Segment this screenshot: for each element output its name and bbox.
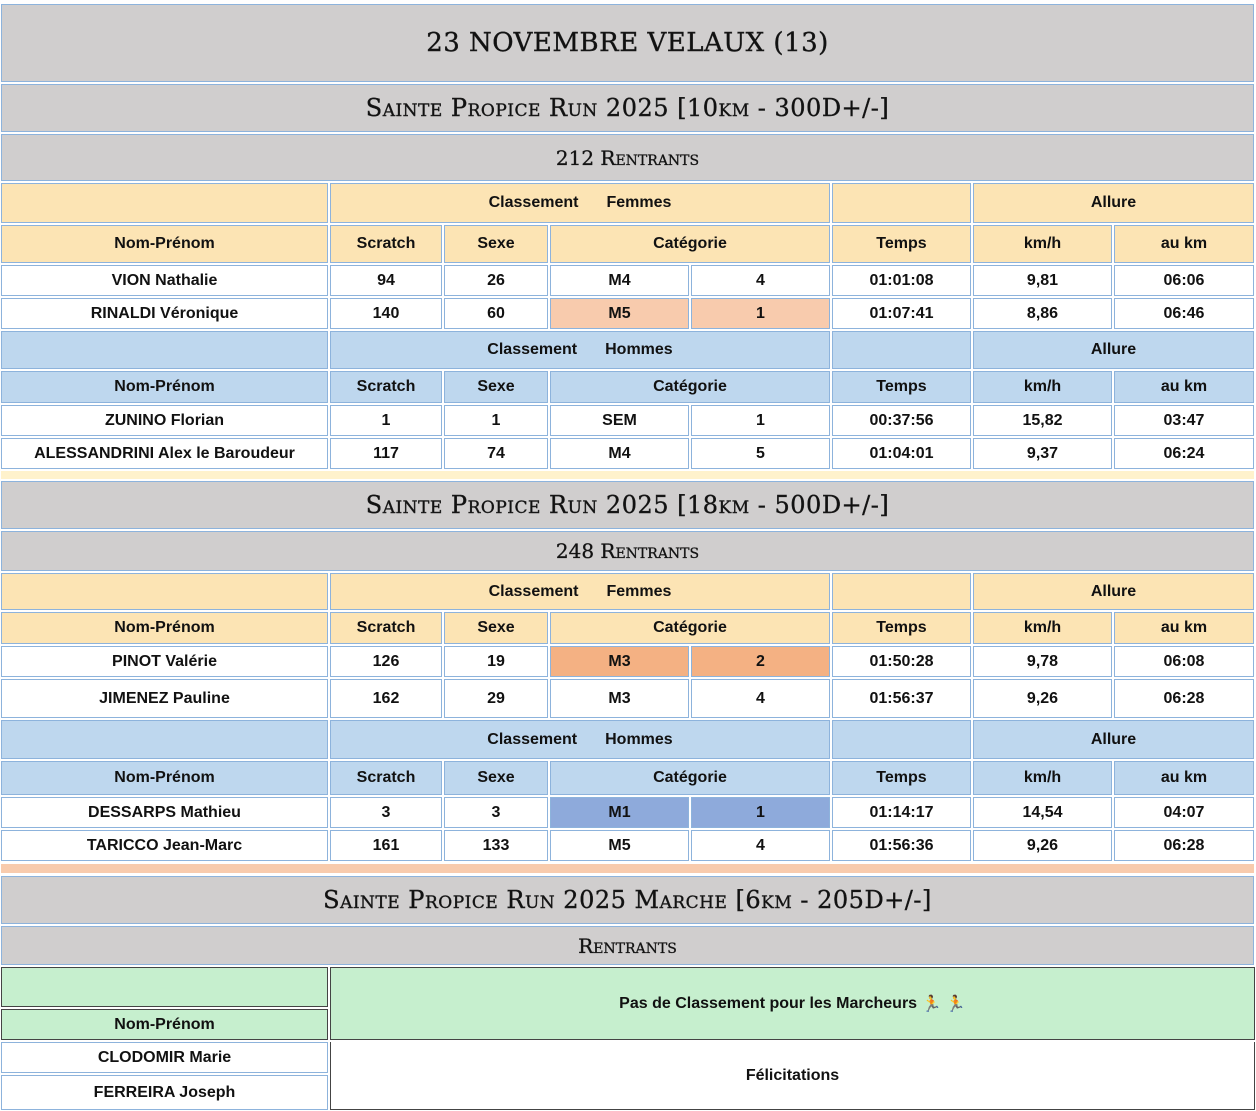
table-cell-temps: 01:04:01 (832, 438, 971, 469)
race2-women-blank-temps (832, 573, 971, 610)
table-cell-kmh: 9,26 (973, 679, 1112, 718)
table-cell-sexe: 3 (444, 797, 548, 828)
race2-women-allure: Allure (973, 573, 1254, 610)
col-scratch: Scratch (330, 225, 442, 263)
table-cell-sexe: 133 (444, 830, 548, 861)
no-ranking-notice: Pas de Classement pour les Marcheurs 🏃 🏃 (330, 967, 1255, 1040)
table-cell-temps: 01:14:17 (832, 797, 971, 828)
walker-name: CLODOMIR Marie (1, 1042, 328, 1073)
table-cell-scratch: 1 (330, 405, 442, 436)
race2-men-blank-temps (832, 720, 971, 759)
table-cell-cat-podium: M3 (550, 646, 689, 677)
congratulations-message: Félicitations (330, 1042, 1255, 1110)
table-cell-temps: 01:07:41 (832, 298, 971, 329)
race1-title: Sainte Propice Run 2025 [10km - 300D+/-] (1, 84, 1254, 132)
col-categorie: Catégorie (550, 225, 830, 263)
race1-entrants: 212 Rentrants (1, 134, 1254, 181)
table-cell-scratch: 94 (330, 265, 442, 296)
race2-men-blank (1, 720, 328, 759)
col-categorie: Catégorie (550, 371, 830, 403)
table-cell-aukm: 06:28 (1114, 830, 1254, 861)
table-cell-cat-rank: 4 (691, 265, 830, 296)
race3-title: Sainte Propice Run 2025 Marche [6km - 205D+/-] (1, 876, 1254, 924)
col-aukm: au km (1114, 612, 1254, 644)
table-cell-cat: SEM (550, 405, 689, 436)
race1-men-allure: Allure (973, 331, 1254, 369)
table-cell-scratch: 162 (330, 679, 442, 718)
col-scratch: Scratch (330, 612, 442, 644)
table-cell-cat-rank-podium: 1 (691, 298, 830, 329)
race2-men-group-header: Classement Hommes (330, 720, 830, 759)
table-cell-cat-rank: 1 (691, 405, 830, 436)
table-cell-cat-podium: M1 (550, 797, 689, 828)
col-kmh: km/h (973, 371, 1112, 403)
table-row-name: ALESSANDRINI Alex le Baroudeur (1, 438, 328, 469)
table-row-name: JIMENEZ Pauline (1, 679, 328, 718)
table-cell-cat-rank: 5 (691, 438, 830, 469)
race1-men-blank (1, 331, 328, 369)
table-cell-kmh: 9,81 (973, 265, 1112, 296)
table-cell-kmh: 8,86 (973, 298, 1112, 329)
table-cell-cat: M4 (550, 438, 689, 469)
table-cell-kmh: 14,54 (973, 797, 1112, 828)
race1-women-allure: Allure (973, 183, 1254, 223)
table-cell-cat-rank: 4 (691, 830, 830, 861)
col-name: Nom-Prénom (1, 612, 328, 644)
table-cell-temps: 01:56:37 (832, 679, 971, 718)
race2-entrants: 248 Rentrants (1, 531, 1254, 571)
table-cell-cat: M3 (550, 679, 689, 718)
table-cell-cat: M4 (550, 265, 689, 296)
table-cell-temps: 01:50:28 (832, 646, 971, 677)
table-cell-cat: M5 (550, 830, 689, 861)
col-scratch: Scratch (330, 371, 442, 403)
race1-men-blank-temps (832, 331, 971, 369)
col-sexe: Sexe (444, 761, 548, 795)
col-aukm: au km (1114, 225, 1254, 263)
table-row-name: DESSARPS Mathieu (1, 797, 328, 828)
walker-name: FERREIRA Joseph (1, 1075, 328, 1110)
table-row-name: ZUNINO Florian (1, 405, 328, 436)
table-cell-kmh: 9,78 (973, 646, 1112, 677)
race2-title: Sainte Propice Run 2025 [18km - 500D+/-] (1, 481, 1254, 529)
table-cell-scratch: 161 (330, 830, 442, 861)
table-cell-kmh: 9,26 (973, 830, 1112, 861)
table-cell-aukm: 03:47 (1114, 405, 1254, 436)
table-cell-aukm: 06:24 (1114, 438, 1254, 469)
race1-women-blank (1, 183, 328, 223)
race2-men-allure: Allure (973, 720, 1254, 759)
race3-entrants: Rentrants (1, 926, 1254, 965)
col-temps: Temps (832, 761, 971, 795)
race3-blank (1, 967, 328, 1007)
col-sexe: Sexe (444, 371, 548, 403)
table-cell-scratch: 140 (330, 298, 442, 329)
table-cell-kmh: 15,82 (973, 405, 1112, 436)
table-cell-aukm: 06:06 (1114, 265, 1254, 296)
table-cell-aukm: 04:07 (1114, 797, 1254, 828)
table-row-name: TARICCO Jean-Marc (1, 830, 328, 861)
race1-men-group-header: Classement Hommes (330, 331, 830, 369)
table-cell-sexe: 74 (444, 438, 548, 469)
table-cell-scratch: 117 (330, 438, 442, 469)
col-kmh: km/h (973, 761, 1112, 795)
table-cell-temps: 00:37:56 (832, 405, 971, 436)
table-cell-temps: 01:56:36 (832, 830, 971, 861)
col-name: Nom-Prénom (1, 371, 328, 403)
runner-icon: 🏃 🏃 (921, 995, 966, 1013)
section-divider (1, 864, 1254, 873)
section-divider (1, 471, 1254, 479)
col-scratch: Scratch (330, 761, 442, 795)
table-cell-cat-rank-podium: 1 (691, 797, 830, 828)
col-temps: Temps (832, 225, 971, 263)
col-kmh: km/h (973, 225, 1112, 263)
table-cell-scratch: 126 (330, 646, 442, 677)
col-categorie: Catégorie (550, 612, 830, 644)
table-cell-aukm: 06:28 (1114, 679, 1254, 718)
table-cell-cat-rank: 4 (691, 679, 830, 718)
col-sexe: Sexe (444, 225, 548, 263)
table-row-name: PINOT Valérie (1, 646, 328, 677)
event-title: 23 NOVEMBRE VELAUX (13) (1, 4, 1254, 82)
table-cell-cat-podium: M5 (550, 298, 689, 329)
col-aukm: au km (1114, 761, 1254, 795)
col-name: Nom-Prénom (1, 225, 328, 263)
race2-women-group-header: Classement Femmes (330, 573, 830, 610)
table-cell-sexe: 1 (444, 405, 548, 436)
table-cell-temps: 01:01:08 (832, 265, 971, 296)
col-kmh: km/h (973, 612, 1112, 644)
col-aukm: au km (1114, 371, 1254, 403)
col-name: Nom-Prénom (1, 1009, 328, 1040)
table-cell-sexe: 26 (444, 265, 548, 296)
table-cell-sexe: 60 (444, 298, 548, 329)
table-cell-scratch: 3 (330, 797, 442, 828)
table-cell-aukm: 06:46 (1114, 298, 1254, 329)
table-cell-cat-rank-podium: 2 (691, 646, 830, 677)
race1-women-blank-temps (832, 183, 971, 223)
col-temps: Temps (832, 612, 971, 644)
table-cell-sexe: 29 (444, 679, 548, 718)
table-row-name: VION Nathalie (1, 265, 328, 296)
col-temps: Temps (832, 371, 971, 403)
col-name: Nom-Prénom (1, 761, 328, 795)
table-cell-aukm: 06:08 (1114, 646, 1254, 677)
race1-women-group-header: Classement Femmes (330, 183, 830, 223)
race2-women-blank (1, 573, 328, 610)
table-cell-sexe: 19 (444, 646, 548, 677)
table-row-name: RINALDI Véronique (1, 298, 328, 329)
col-categorie: Catégorie (550, 761, 830, 795)
col-sexe: Sexe (444, 612, 548, 644)
table-cell-kmh: 9,37 (973, 438, 1112, 469)
